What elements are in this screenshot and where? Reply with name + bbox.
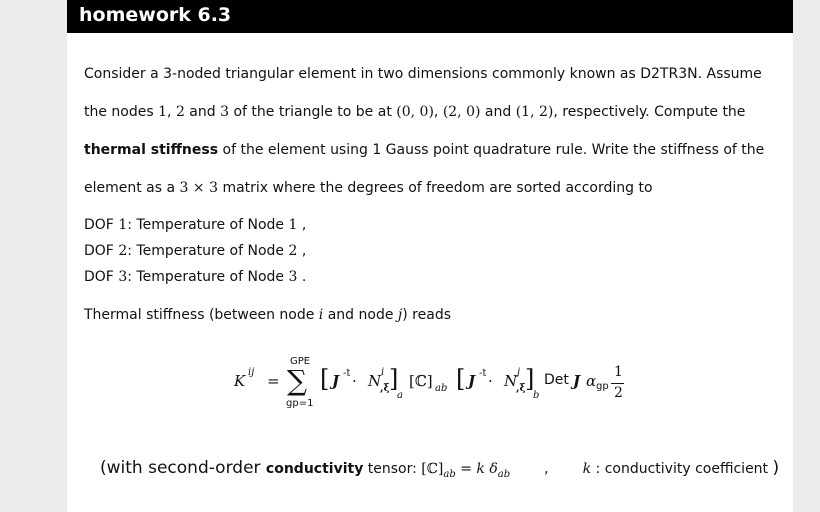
text: element as a <box>84 180 180 196</box>
text: matrix where the degrees of freedom are sorted according to <box>218 180 653 196</box>
stiffness-symbol: K <box>234 372 246 390</box>
stiffness-intro <box>84 307 451 323</box>
subscript: ,ξ <box>516 383 526 394</box>
coefficient-symbol: k <box>582 461 592 477</box>
node-coordinate: (2, 0) <box>442 104 481 120</box>
index-i: i <box>318 307 324 323</box>
weight-symbol: α <box>586 372 597 390</box>
text: , <box>167 104 176 120</box>
superscript: ij <box>248 367 255 378</box>
shape-function-symbol: N <box>504 372 518 390</box>
sum-upper-limit: GPE <box>290 356 311 367</box>
kronecker-delta: δ <box>484 461 498 477</box>
text: ) <box>772 458 780 478</box>
dof-text: : Temperature of Node <box>127 269 289 285</box>
subscript: ,ξ <box>380 383 390 394</box>
text: (with second-order <box>100 458 266 478</box>
text: Thermal stiffness (between node <box>84 307 319 323</box>
dof-label: DOF <box>84 269 119 285</box>
page-title: homework 6.3 <box>79 4 232 26</box>
node-coordinate: (0, 0) <box>396 104 434 120</box>
node-number: 2 <box>175 104 185 120</box>
coefficient-symbol: k <box>476 461 485 477</box>
dot-operator: · <box>488 372 493 390</box>
superscript: -t <box>479 368 487 379</box>
conductivity-tensor: [ℂ] <box>409 372 433 390</box>
text: of the triangle to be at <box>229 104 397 120</box>
node-number: 3 <box>288 269 298 285</box>
dof-label: DOF <box>84 217 119 233</box>
text: ) reads <box>402 307 451 323</box>
superscript: i <box>381 367 385 378</box>
emphasis-term: thermal stiffness <box>84 142 219 158</box>
fraction-bar <box>611 383 624 384</box>
summation-sign: ∑ <box>287 364 307 397</box>
text: and <box>184 104 221 120</box>
text: : conductivity coefficient <box>591 461 773 477</box>
dof-text: : Temperature of Node <box>127 217 289 233</box>
intro-line-2 <box>84 104 745 120</box>
dof-number: 2 <box>118 243 128 259</box>
conductivity-note <box>100 458 779 480</box>
text: the nodes <box>84 104 159 120</box>
node-number: 2 <box>288 243 298 259</box>
left-bracket: [ <box>320 365 330 393</box>
emphasis-term: conductivity <box>265 461 364 477</box>
text: , <box>433 104 443 120</box>
dof-item <box>84 243 306 259</box>
jacobian-symbol: J <box>573 372 581 390</box>
dof-label: DOF <box>84 243 119 259</box>
text: , respectively. Compute the <box>553 104 746 120</box>
intro-line-4 <box>84 180 653 196</box>
title-bar <box>67 0 793 33</box>
text: and <box>480 104 516 120</box>
dof-number: 1 <box>118 217 128 233</box>
shape-function-symbol: N <box>368 372 382 390</box>
superscript: j <box>517 367 521 378</box>
right-bracket: ] <box>525 365 535 393</box>
punctuation: . <box>297 269 307 285</box>
determinant-label: Det <box>544 372 569 388</box>
intro-text: Consider a 3-noded triangular element in two dimensions commonly known as D2TR3N. Assume <box>84 66 762 82</box>
text: tensor: <box>363 461 422 477</box>
punctuation: , <box>297 217 307 233</box>
node-number: 1 <box>288 217 298 233</box>
subscript: b <box>533 390 540 401</box>
punctuation: , <box>297 243 307 259</box>
intro-line-1 <box>84 66 762 82</box>
fraction-numerator: 1 <box>614 364 623 380</box>
node-number: 3 <box>220 104 230 120</box>
dof-number: 3 <box>118 269 128 285</box>
sum-lower-limit: gp=1 <box>286 398 314 409</box>
subscript: gp <box>596 381 609 392</box>
text: of the element using 1 Gauss point quadrature rule. Write the stiffness of the <box>218 142 765 158</box>
dot-operator: · <box>352 372 357 390</box>
node-coordinate: (1, 2) <box>515 104 554 120</box>
equals-sign: = <box>267 372 280 390</box>
superscript: -t <box>343 368 351 379</box>
subscript: ab <box>497 468 511 480</box>
index-j: j <box>397 307 403 323</box>
dof-item <box>84 217 306 233</box>
dof-text: : Temperature of Node <box>127 243 289 259</box>
right-bracket: ] <box>389 365 399 393</box>
subscript: ab <box>435 383 448 394</box>
left-bracket: [ <box>456 365 466 393</box>
fraction-denominator: 2 <box>614 385 623 401</box>
intro-line-3 <box>84 142 764 158</box>
subscript: ab <box>443 468 456 480</box>
subscript: a <box>397 390 403 401</box>
node-number: 1 <box>158 104 168 120</box>
equals-sign: = <box>455 461 477 477</box>
jacobian-symbol: J <box>468 372 476 390</box>
matrix-dimension: 3 × 3 <box>179 180 218 196</box>
jacobian-symbol: J <box>332 372 340 390</box>
separator: , <box>544 461 549 477</box>
conductivity-tensor: [ℂ] <box>421 461 444 477</box>
text: and node <box>323 307 398 323</box>
dof-item <box>84 269 306 285</box>
stiffness-formula <box>234 356 654 420</box>
